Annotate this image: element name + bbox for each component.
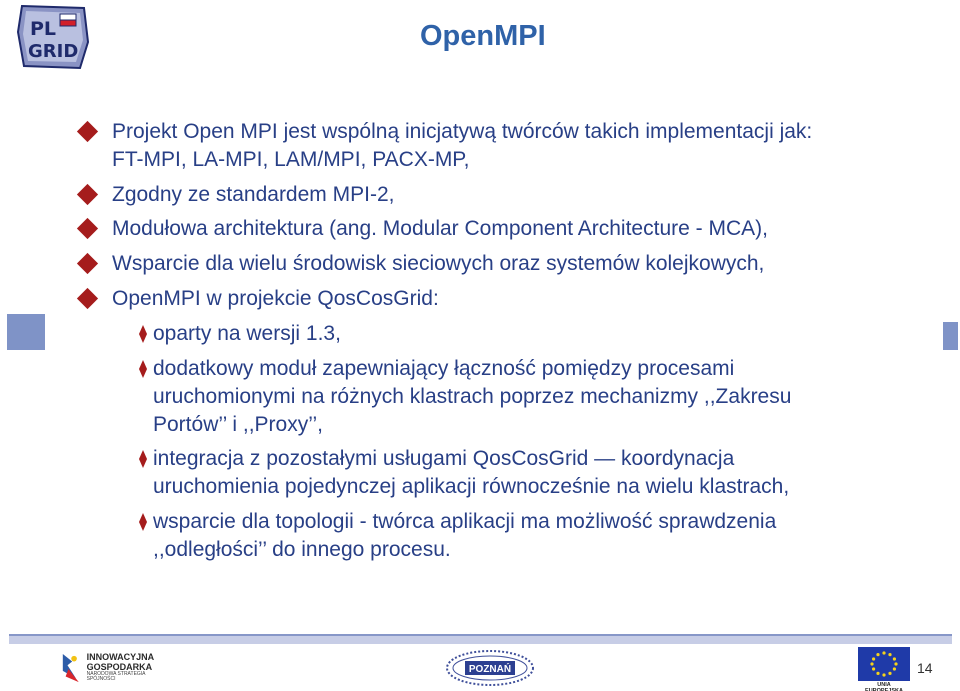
sub-list-item: wsparcie dla topologii - twórca aplikacji ma możliwość sprawdzenia ,,odległości’’ do innego procesu. bbox=[0, 508, 776, 564]
small-diamond-bullet-icon bbox=[136, 360, 150, 378]
svg-text:PL: PL bbox=[30, 18, 57, 40]
eu-flag-icon bbox=[858, 647, 910, 681]
list-item: Modułowa architektura (ang. Modular Component Architecture - MCA), bbox=[0, 215, 768, 243]
list-item: Wsparcie dla wielu środowisk sieciowych oraz systemów kolejkowych, bbox=[0, 250, 764, 278]
svg-text:POZNAŃ: POZNAŃ bbox=[468, 664, 512, 675]
diamond-bullet-icon bbox=[77, 288, 98, 309]
footer-band bbox=[9, 636, 952, 644]
diamond-bullet-icon bbox=[77, 218, 98, 239]
diamond-bullet-icon bbox=[77, 121, 98, 142]
eu-logo: UNIA EUROPEJSKA bbox=[858, 647, 910, 689]
sub-list-item: dodatkowy moduł zapewniający łączność pomiędzy procesami uruchomionymi na różnych klastrach poprzez mechanizmy ,,Zakresu Portów’’ i ,,Proxy’’, bbox=[0, 355, 791, 439]
small-diamond-bullet-icon bbox=[136, 513, 150, 531]
sub-list-item: oparty na wersji 1.3, bbox=[0, 320, 341, 348]
ig-emblem-icon bbox=[60, 651, 81, 685]
small-diamond-bullet-icon bbox=[136, 450, 150, 468]
diamond-bullet-icon bbox=[77, 184, 98, 205]
page-number: 14 bbox=[917, 660, 933, 676]
small-diamond-bullet-icon bbox=[136, 325, 150, 343]
list-item: Projekt Open MPI jest wspólną inicjatywą twórców takich implementacji jak: FT-MPI, LA-MPI, LAM/MPI, PACX-MP, bbox=[0, 118, 812, 174]
sub-list-item: integracja z pozostałymi usługami QosCosGrid — koordynacja uruchomienia pojedynczej aplikacji równocześnie na wielu klastrach, bbox=[0, 445, 789, 501]
slide-title: OpenMPI bbox=[420, 20, 546, 52]
innowacyjna-gospodarka-logo: INNOWACYJNA GOSPODARKA NARODOWA STRATEGIA SPÓJNOŚCI bbox=[60, 649, 170, 687]
diamond-bullet-icon bbox=[77, 253, 98, 274]
list-item: Zgodny ze standardem MPI-2, bbox=[0, 181, 394, 209]
list-item: OpenMPI w projekcie QosCosGrid: bbox=[0, 285, 439, 313]
svg-text:GRID: GRID bbox=[28, 41, 79, 62]
poznan-logo bbox=[445, 648, 535, 688]
